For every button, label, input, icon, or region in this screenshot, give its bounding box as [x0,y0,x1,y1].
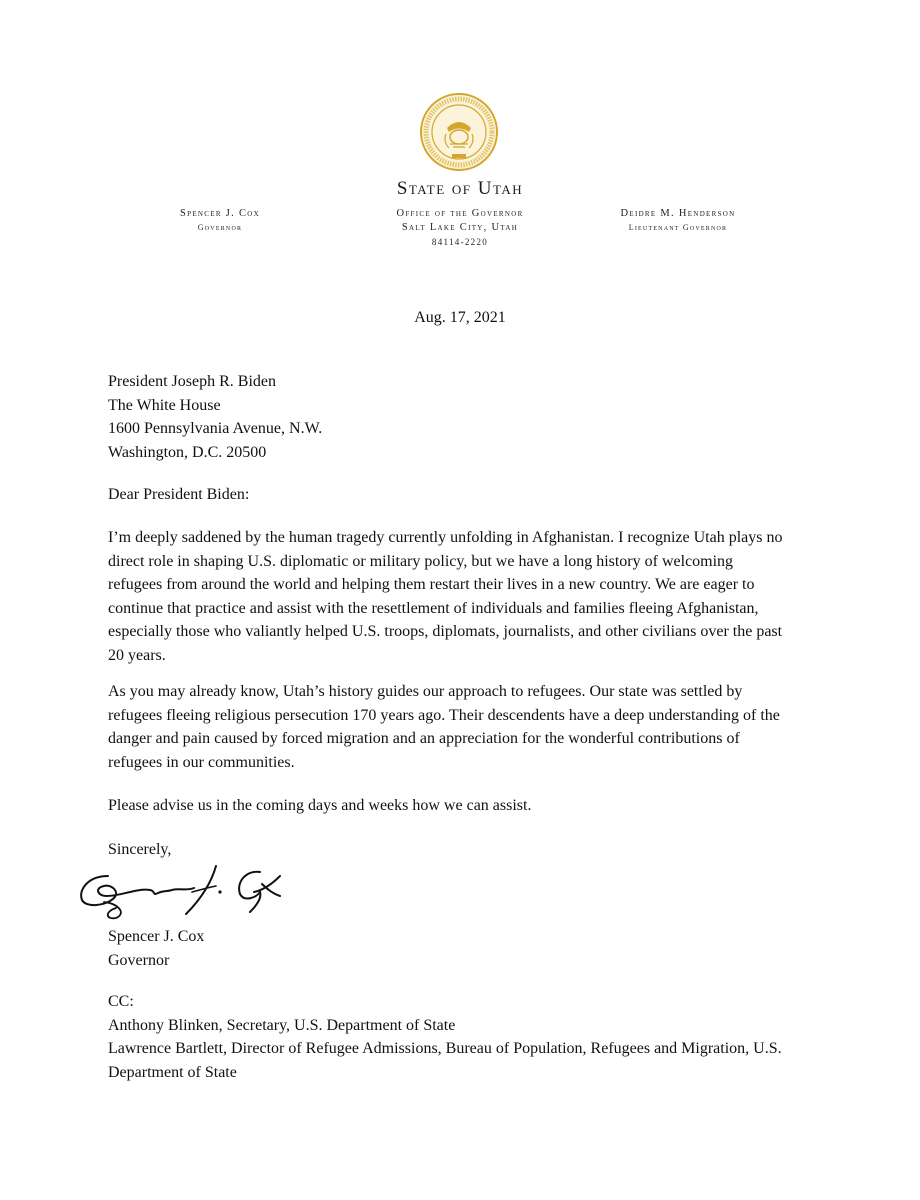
body-paragraph [108,526,820,667]
paragraph-line: refugees from around the world and helping them restart their lives in a new country. We are eager to [108,576,755,593]
letterhead-title: State of Utah [396,178,524,199]
signer-name: Spencer J. Cox [108,928,205,945]
recipient-address [108,370,820,464]
recipient-line: 1600 Pennsylvania Avenue, N.W. [108,420,323,437]
office-name: Office of the Governor [396,208,524,219]
office-block [360,207,560,249]
lieutenant-governor-block [598,207,758,235]
cc-line: Lawrence Bartlett, Director of Refugee Admissions, Bureau of Population, Refugees and Migration, U.S. [108,1040,782,1057]
recipient-line: Washington, D.C. 20500 [108,443,267,461]
handwritten-signature [76,862,284,922]
cc-block [108,990,820,1084]
recipient-line: The White House [108,396,221,414]
paragraph-line: especially those who valiantly helped U.S. troops, diplomats, journalists, and other civilians over the past [108,623,783,640]
governor-name: Spencer J. Cox [180,208,260,219]
office-city: Salt Lake City, Utah [401,222,519,233]
body-paragraph [108,680,820,774]
paragraph-line: refugees in our communities. [108,753,295,771]
paragraph-line: danger and pain caused by forced migration and an appreciation for the wonderful contributions of [108,730,740,747]
salutation: Dear President Biden: [108,486,250,503]
cc-label: CC: [108,993,134,1010]
paragraph-line: 20 years. [108,646,166,664]
governor-block [150,207,290,235]
lieutenant-governor-title: Lieutenant Governor [628,223,728,232]
closing: Sincerely, [108,841,172,858]
governor-title: Governor [197,223,243,232]
lieutenant-governor-name: Deidre M. Henderson [620,208,736,219]
paragraph-line: refugees fleeing religious persecution 170 years ago. Their descendents have a deep understanding of the [108,706,780,724]
cc-line: Department of State [108,1063,237,1081]
recipient-line: President Joseph R. Biden [108,373,276,390]
office-zip: 84114-2220 [431,237,489,247]
paragraph-line: I’m deeply saddened by the human tragedy currently unfolding in Afghanistan. I recognize Utah plays no [108,529,783,546]
body-paragraph [108,794,820,818]
state-seal-icon [419,92,499,172]
paragraph-line: As you may already know, Utah’s history guides our approach to refugees. Our state was settled by [108,683,743,700]
cc-line: Anthony Blinken, Secretary, U.S. Department of State [108,1016,456,1034]
letter-date: Aug. 17, 2021 [414,309,506,326]
signer-block [108,925,820,972]
paragraph-line: continue that practice and assist with the resettlement of individuals and families fleeing Afghanistan, [108,599,759,617]
signer-title: Governor [108,951,170,969]
paragraph-line: direct role in shaping U.S. diplomatic or military policy, but we have a long history of welcoming [108,552,734,570]
paragraph-line: Please advise us in the coming days and weeks how we can assist. [108,797,532,814]
